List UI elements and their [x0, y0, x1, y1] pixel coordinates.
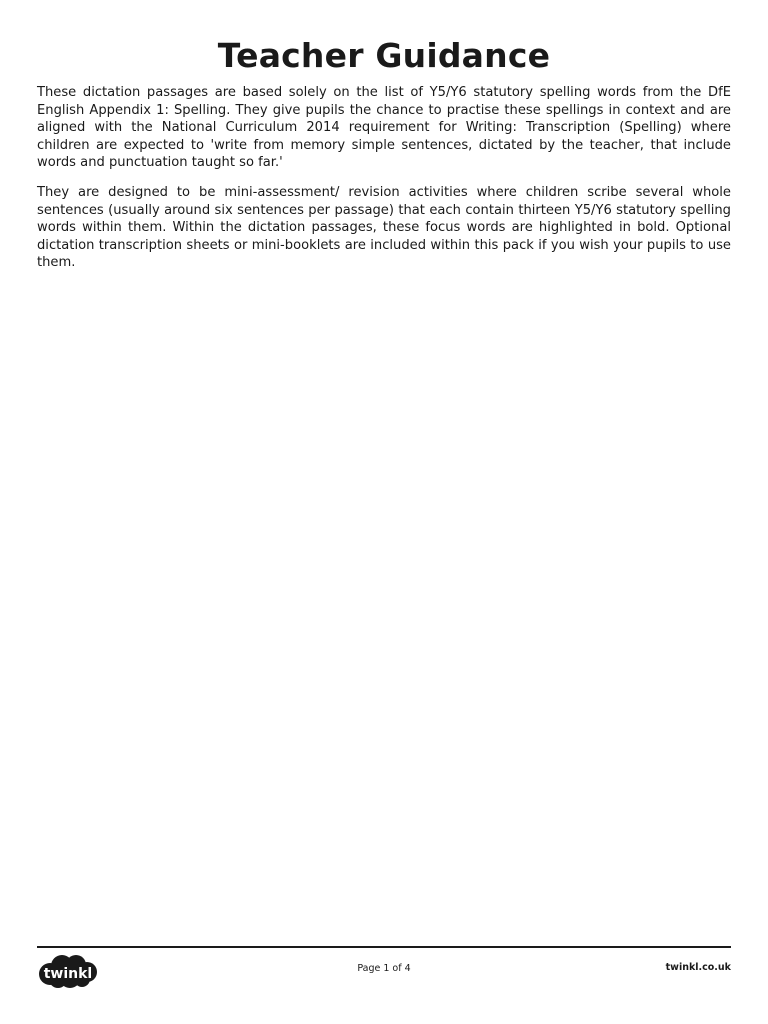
paragraph-1: These dictation passages are based solely on the list of Y5/Y6 statutory spelling words from the DfE English Appendix 1: Spelling. They give pupils the chance to practise these spellings in context and are aligned with the National Curriculum 2014 requirement for Writing: Transcription (Spelling) where children are expected to 'write from memory simple sentences, dictated by the teacher, that include words and punctuation taught so far.' — [37, 85, 731, 171]
paragraph-2: They are designed to be mini-assessment/ revision activities where children scribe several whole sentences (usually around six sentences per passage) that each contain thirteen Y5/Y6 statutory spelling words within them. Within the dictation passages, these focus words are highlighted in bold. Optional dictation transcription sheets or mini-booklets are included within this pack if you wish your pupils to use them. — [37, 184, 731, 271]
page-number: Page 1 of 4 — [357, 963, 411, 974]
site-url: twinkl.co.uk — [665, 962, 731, 973]
twinkl-logo-icon — [36, 952, 100, 990]
footer-divider — [37, 946, 731, 948]
guidance-body — [37, 84, 731, 284]
page-title: Teacher Guidance — [217, 36, 551, 75]
logo-wordmark: twinkl — [43, 966, 93, 982]
